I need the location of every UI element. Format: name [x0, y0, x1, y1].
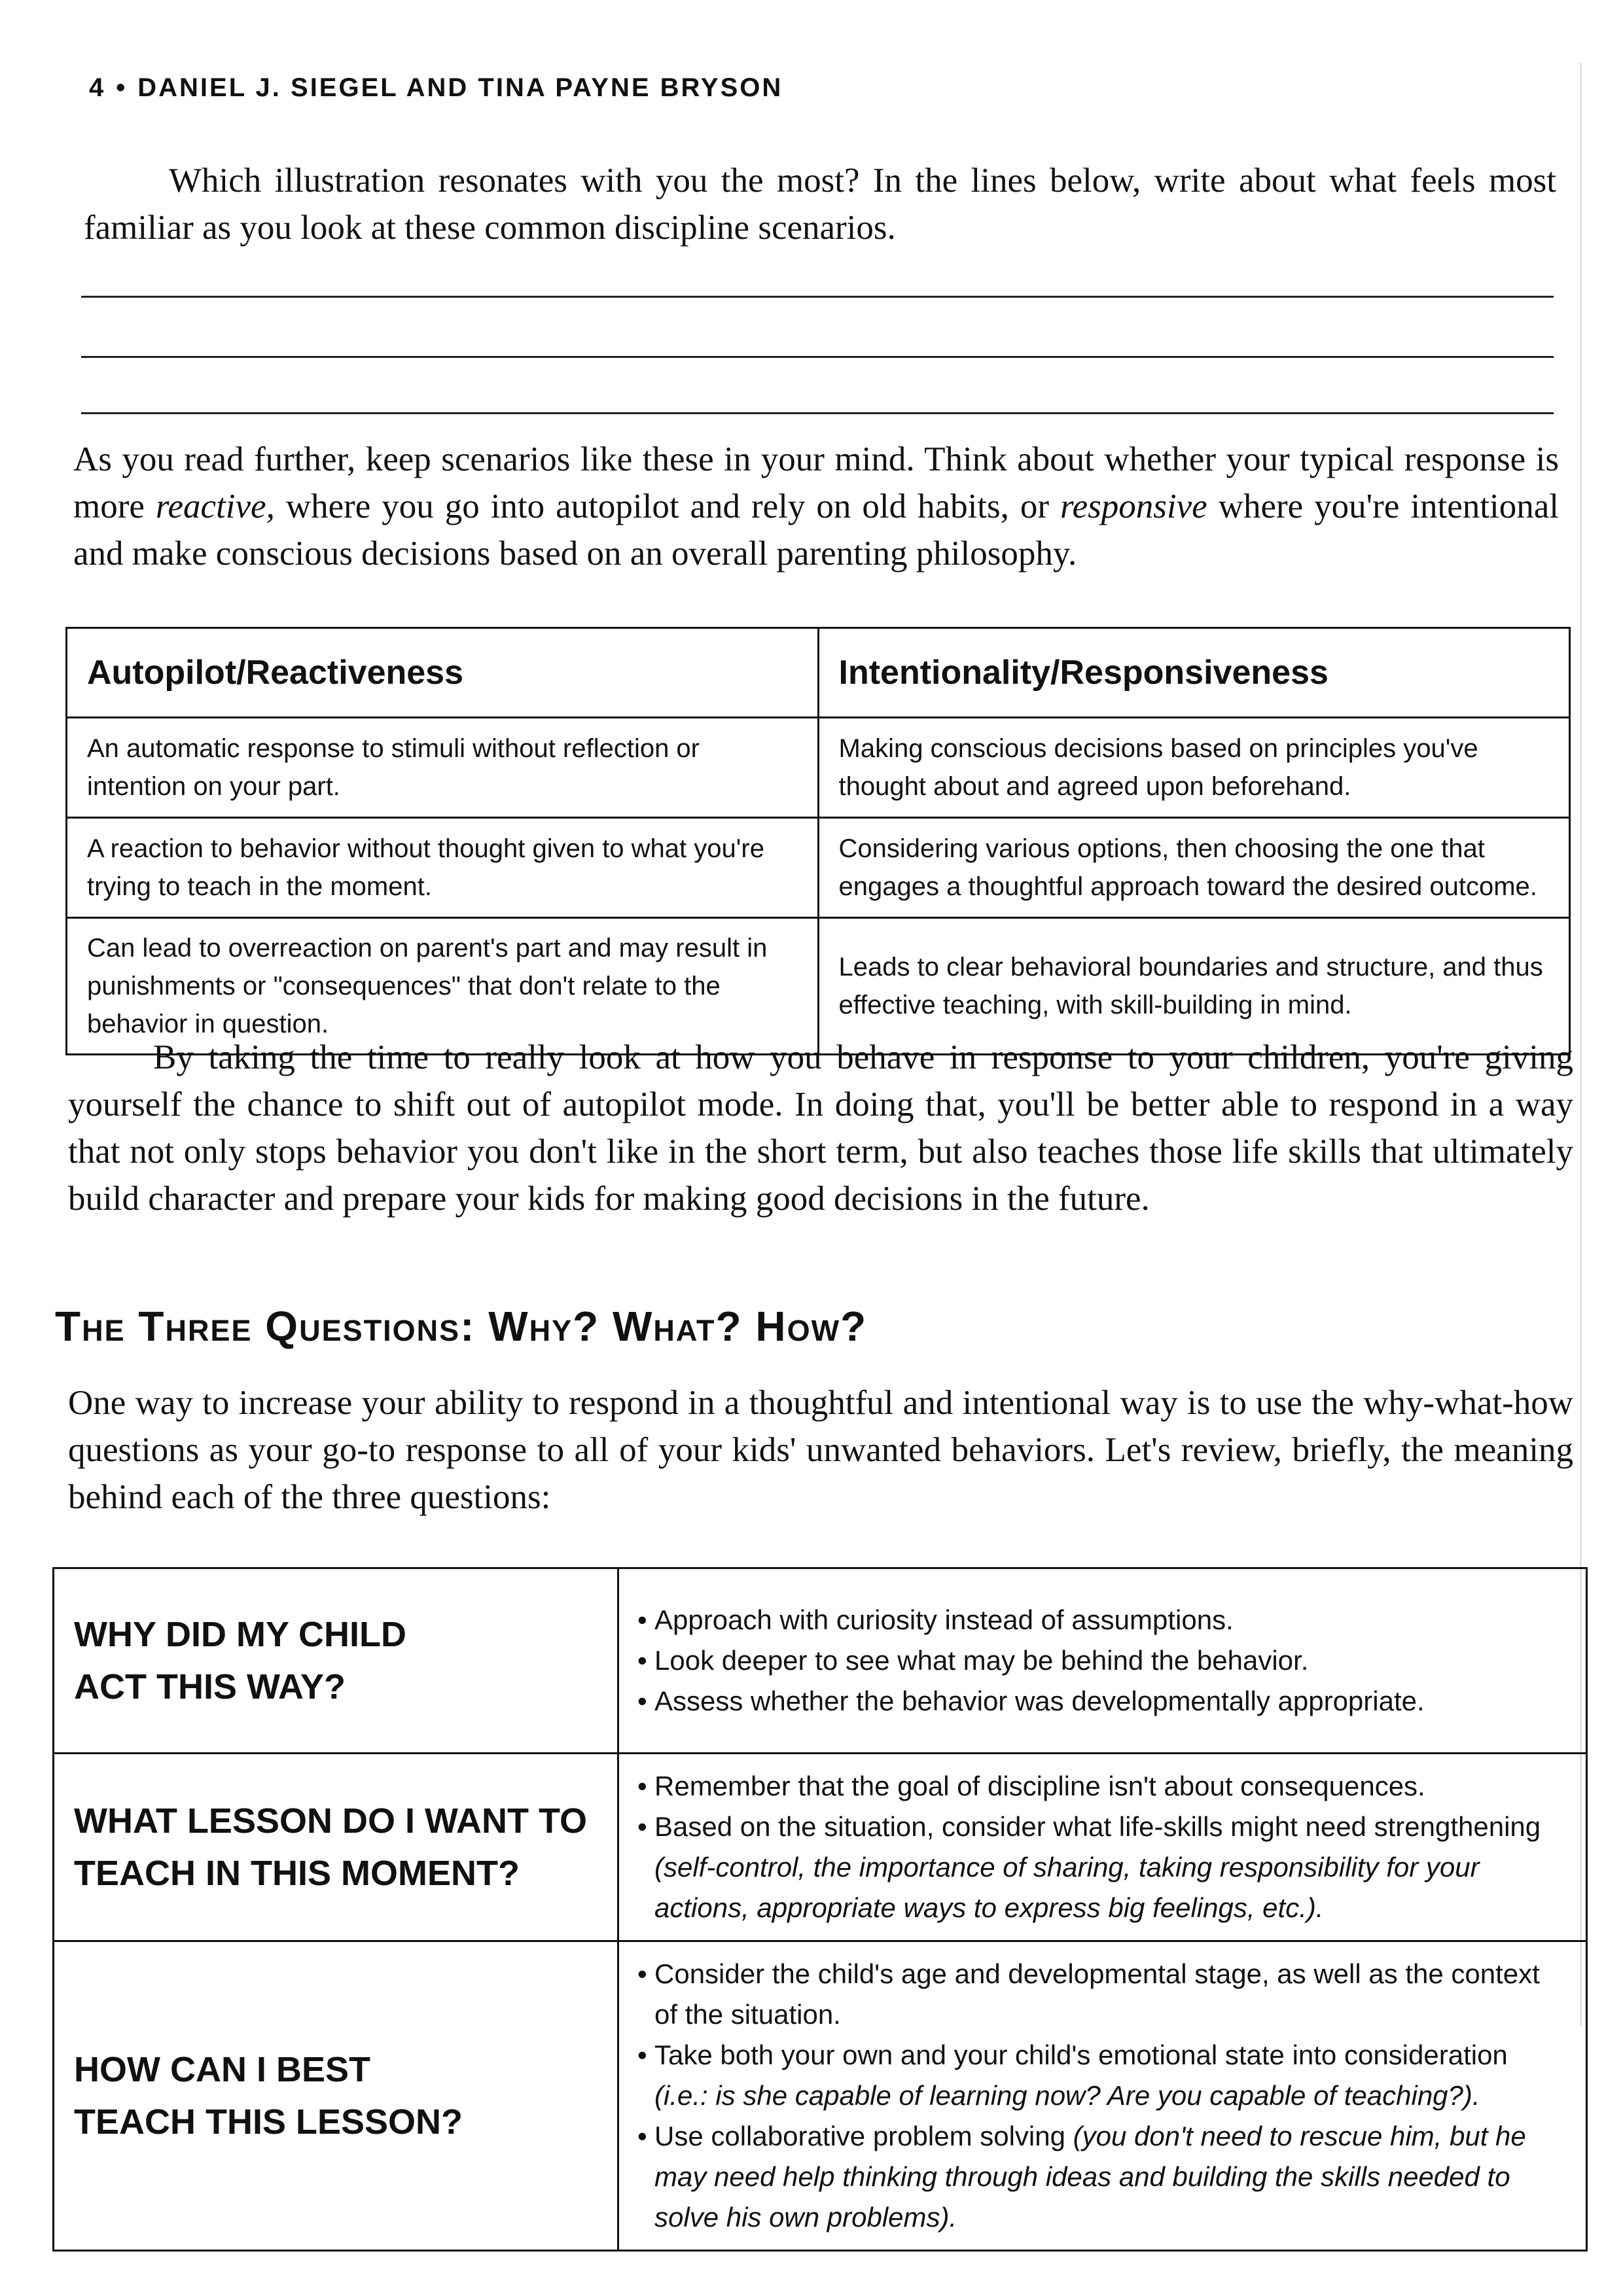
comparison-table	[65, 627, 1571, 1055]
bullet-text: Use collaborative problem solving	[654, 2121, 1073, 2151]
column-header-autopilot: Autopilot/Reactiveness	[67, 628, 819, 718]
bullet-icon: •	[637, 2040, 647, 2070]
table-cell: Leads to clear behavioral boundaries and structure, and thus effective teaching, with skill-building in mind.	[818, 918, 1570, 1055]
list-item	[637, 1681, 1567, 1722]
answer-cell	[618, 1568, 1587, 1754]
bullet-icon: •	[637, 1604, 647, 1635]
three-questions-table	[52, 1567, 1588, 2252]
bullet-italic-note: (you don't need to rescue him, but he may need help thinking through ideas and building the skills needed to solve his own problems).	[654, 2121, 1526, 2233]
bullet-icon: •	[637, 1958, 647, 1989]
answer-cell	[618, 1941, 1587, 2251]
bullet-list	[637, 1600, 1567, 1722]
running-head	[89, 73, 783, 103]
reflect-text: where you go into autopilot and rely on old habits, or	[274, 487, 1060, 525]
reflect-text: As you read further, keep scenarios like these in your mind. Think about whether your typical response is more	[73, 440, 1559, 525]
question-why	[54, 1568, 618, 1754]
list-item	[637, 1954, 1567, 2035]
question-what	[54, 1754, 618, 1941]
question-line: WHAT LESSON DO I WANT TO	[74, 1801, 587, 1841]
reflect-text: where you're intentional and make conscious decisions based on an overall parenting philosophy.	[73, 487, 1559, 573]
table-cell: Making conscious decisions based on principles you've thought about and agreed upon beforehand.	[818, 718, 1570, 818]
section-heading: The Three Questions: Why? What? How?	[55, 1303, 868, 1350]
responsive-term: responsive	[1060, 487, 1207, 525]
table-row	[67, 718, 1570, 818]
bullet-text: Consider the child's age and developmental stage, as well as the context of the situation.	[654, 1958, 1540, 2030]
list-item	[637, 1766, 1567, 1807]
writing-line	[81, 356, 1554, 358]
table-row	[67, 818, 1570, 918]
table-header-row	[67, 628, 1570, 718]
question-how	[54, 1941, 618, 2251]
column-header-intentionality: Intentionality/Responsiveness	[818, 628, 1570, 718]
bullet-text: Look deeper to see what may be behind the behavior.	[654, 1645, 1309, 1676]
bullet-icon: •	[637, 1811, 647, 1842]
table-cell: Can lead to overreaction on parent's part and may result in punishments or "consequences" that don't relate to the behavior in question.	[67, 918, 819, 1055]
bullet-italic-note: (self-control, the importance of sharing, taking responsibility for your actions, appropriate ways to express big feelings, etc.).	[654, 1852, 1480, 1923]
intro-paragraph: Which illustration resonates with you the most? In the lines below, write about what feels most familiar as you look at these common discipline scenarios.	[84, 162, 1556, 247]
list-item	[637, 2116, 1567, 2238]
table-row	[54, 1941, 1587, 2251]
separator-dot: •	[116, 73, 128, 102]
reflective-term: reactive,	[155, 487, 275, 525]
bullet-italic-note: (i.e.: is she capable of learning now? Are you capable of teaching?).	[654, 2080, 1480, 2111]
closing-paragraph: By taking the time to really look at how you behave in response to your children, you're giving yourself the chance to shift out of autopilot mode. In doing that, you'll be better able to respond in a way that not only stops behavior you don't like in the short term, but also teaches those life skills that ultimately build character and prepare your kids for making good decisions in the future.	[68, 1038, 1573, 1218]
list-item	[637, 1640, 1567, 1681]
questions-intro-paragraph: One way to increase your ability to respond in a thoughtful and intentional way is to use the why-what-how questions as your go-to response to all of your kids' unwanted behaviors. Let's review, briefly, the meaning behind each of the three questions:	[68, 1384, 1573, 1516]
bullet-list	[637, 1766, 1567, 1928]
list-item	[637, 1807, 1567, 1928]
page-number: 4	[89, 73, 106, 102]
bullet-text: Remember that the goal of discipline isn't about consequences.	[654, 1771, 1425, 1801]
bullet-text: Assess whether the behavior was developmentally appropriate.	[654, 1686, 1425, 1716]
question-line: WHY DID MY CHILD	[74, 1615, 407, 1654]
table-row	[54, 1568, 1587, 1754]
bullet-list	[637, 1954, 1567, 2238]
table-row	[54, 1754, 1587, 1941]
list-item	[637, 1600, 1567, 1640]
list-item	[637, 2035, 1567, 2116]
question-line: TEACH THIS LESSON?	[74, 2102, 463, 2142]
bullet-text: Approach with curiosity instead of assumptions.	[654, 1604, 1234, 1635]
bullet-icon: •	[637, 1686, 647, 1716]
bullet-icon: •	[637, 2121, 647, 2151]
table-cell: A reaction to behavior without thought given to what you're trying to teach in the moment.	[67, 818, 819, 918]
bullet-icon: •	[637, 1645, 647, 1676]
bullet-text: Based on the situation, consider what life-skills might need strengthening	[654, 1811, 1541, 1842]
bullet-icon: •	[637, 1771, 647, 1801]
reflect-paragraph	[73, 436, 1559, 577]
question-line: HOW CAN I BEST	[74, 2050, 370, 2089]
table-cell: An automatic response to stimuli without reflection or intention on your part.	[67, 718, 819, 818]
question-line: TEACH IN THIS MOMENT?	[74, 1854, 520, 1893]
question-line: ACT THIS WAY?	[74, 1667, 346, 1706]
book-authors: DANIEL J. SIEGEL AND TINA PAYNE BRYSON	[137, 73, 783, 102]
bullet-text: Take both your own and your child's emotional state into consideration	[654, 2040, 1508, 2070]
answer-cell	[618, 1754, 1587, 1941]
table-cell: Considering various options, then choosing the one that engages a thoughtful approach toward the desired outcome.	[818, 818, 1570, 918]
writing-line	[81, 296, 1554, 298]
writing-line	[81, 412, 1554, 414]
